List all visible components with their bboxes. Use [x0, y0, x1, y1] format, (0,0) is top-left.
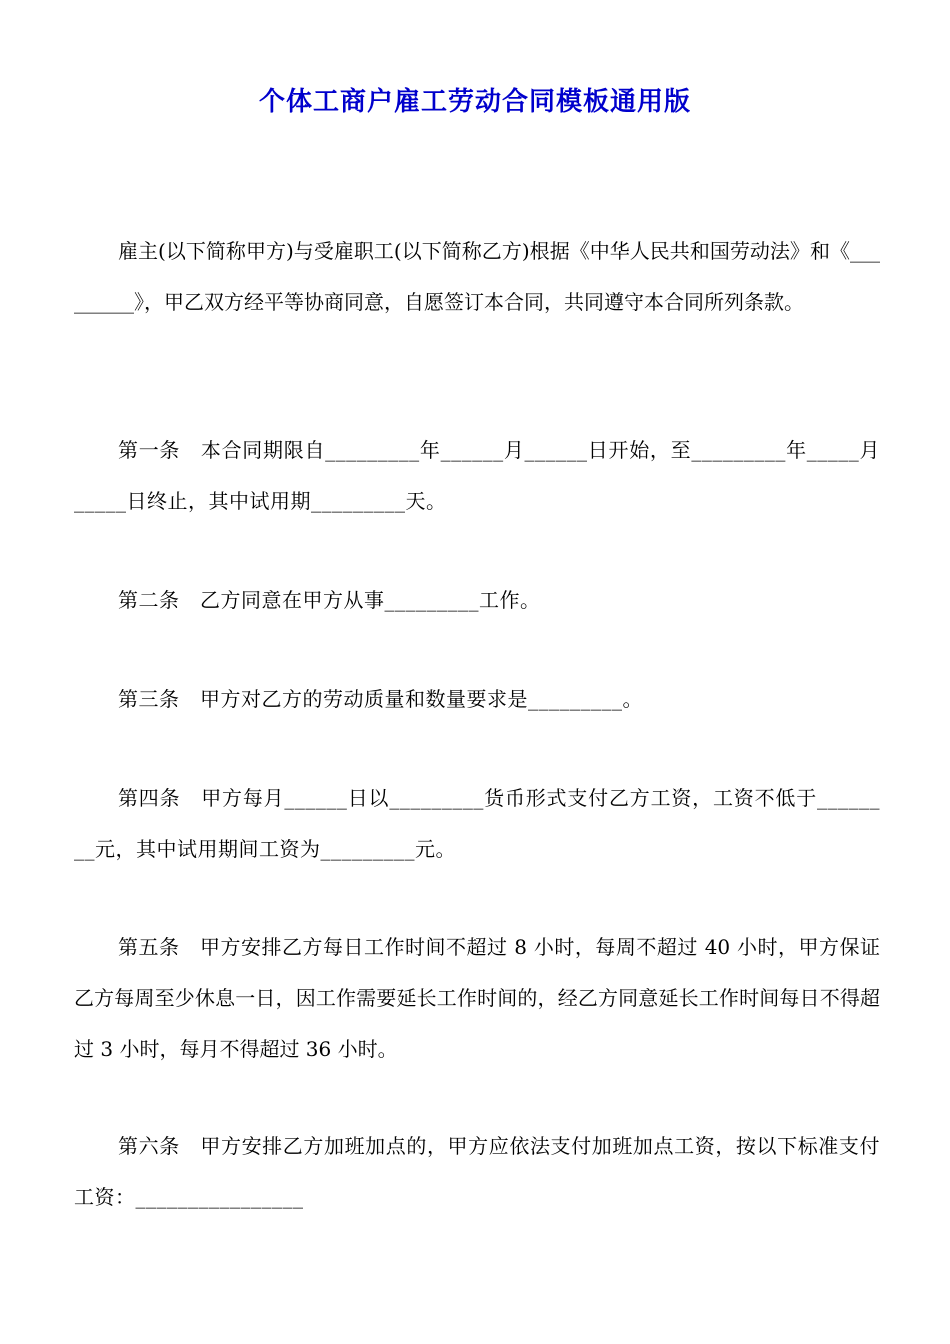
- article-3-paragraph: 第三条 甲方对乙方的劳动质量和数量要求是_________。: [118, 687, 643, 711]
- article-5-paragraph: 第五条 甲方安排乙方每日工作时间不超过 8 小时，每周不超过 40 小时，甲方保证乙方每周至少休息一日，因工作需要延长工作时间的，经乙方同意延长工作时间每日不得超过 3 小时，每月不得超过 36 小时。: [74, 935, 880, 1061]
- article-6-paragraph: 第六条 甲方安排乙方加班加点的，甲方应依法支付加班加点工资，按以下标准支付工资：________________: [74, 1134, 880, 1209]
- preamble-paragraph: 雇主(以下简称甲方)与受雇职工(以下简称乙方)根据《中华人民共和国劳动法》和《_________》，甲乙双方经平等协商同意，自愿签订本合同，共同遵守本合同所列条款。: [74, 239, 880, 314]
- article-1-paragraph: 第一条 本合同期限自_________年______月______日开始，至_________年_____月_____日终止，其中试用期_________天。: [74, 438, 880, 513]
- article-2-paragraph: 第二条 乙方同意在甲方从事_________工作。: [118, 588, 541, 612]
- article-4-paragraph: 第四条 甲方每月______日以_________货币形式支付乙方工资，工资不低于________元，其中试用期间工资为_________元。: [74, 786, 880, 861]
- document-title: 个体工商户雇工劳动合同模板通用版: [258, 87, 691, 117]
